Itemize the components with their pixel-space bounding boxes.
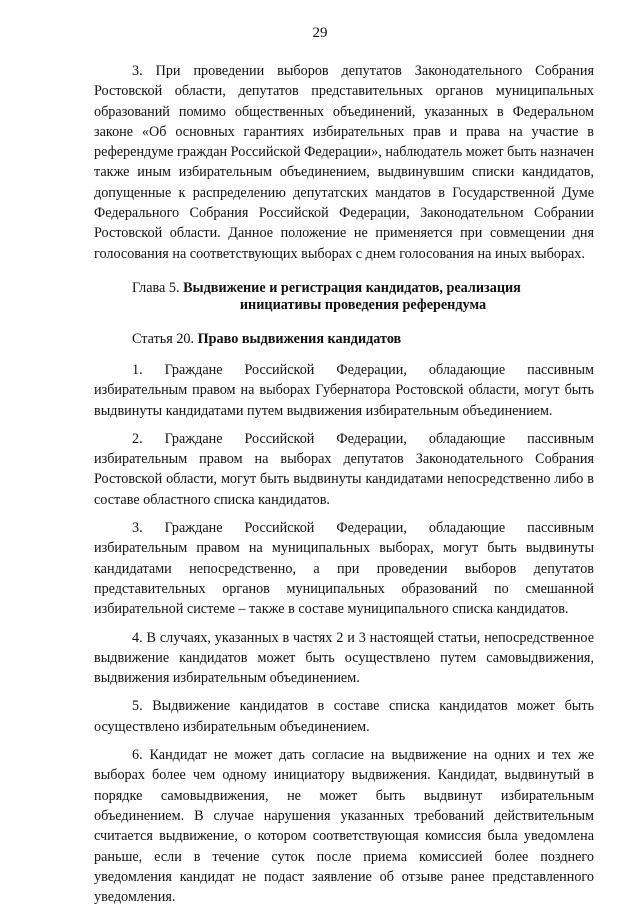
- paragraph-2: 2. Граждане Российской Федерации, обладающие пассивным избирательным правом на выборах депутатов Законодательного Собрания Ростовской области, могут быть выдвинуты кандидатами непосредственно либо в составе областного списка кандидатов.: [94, 430, 594, 508]
- paragraph-6: 6. Кандидат не может дать согласие на выдвижение на одних и тех же выборах более чем одному инициатору выдвижения. Кандидат, выдвинутый в порядке самовыдвижения, не может быть выдвинут избирательным объединением. В случае нарушения указанных требований действительным считается выдвижение, о котором соответствующая комиссия была уведомлена раньше, если в течение суток после приема комиссией более позднего уведомления кандидат не подаст заявление об отзыве ранее представленного уведомления.: [94, 747, 594, 906]
- paragraph-5: 5. Выдвижение кандидатов в составе списка кандидатов может быть осуществлено избирательным объединением.: [94, 698, 594, 735]
- paragraph-4: 4. В случаях, указанных в частях 2 и 3 настоящей статьи, непосредственное выдвижение кандидатов может быть осуществлено путем самовыдвижения, выдвижения избирательным объединением.: [94, 629, 594, 687]
- paragraph-1: 1. Граждане Российской Федерации, обладающие пассивным избирательным правом на выборах Губернатора Ростовской области, могут быть выдвинуты кандидатами путем выдвижения избирательным объединением.: [94, 361, 594, 419]
- chapter-heading: [94, 280, 594, 314]
- chapter-title-line1: Выдвижение и регистрация кандидатов, реализация: [183, 279, 521, 296]
- article-heading: [94, 330, 594, 348]
- chapter-title-line2: инициативы проведения референдума: [239, 296, 487, 313]
- document-body: [94, 61, 594, 907]
- article-title: Право выдвижения кандидатов: [197, 330, 402, 347]
- article-label: Статья 20.: [132, 330, 195, 347]
- chapter-label: Глава 5.: [132, 279, 180, 296]
- paragraph-prev-3: 3. При проведении выборов депутатов Законодательного Собрания Ростовской области, депутатов представительных органов муниципальных образований помимо общественных объединений, указанных в Федеральном законе «Об основных гарантиях избирательных прав и права на участие в референдуме граждан Российской Федерации», наблюдатель может быть назначен также иным избирательным объединением, выдвинувшим списки кандидатов, допущенные к распределению депутатских мандатов в Государственной Думе Федерального Собрания Российской Федерации, Законодательном Собрании Ростовской области. Данное положение не применяется при совмещении дня голосования на соответствующих выборах с днем голосования на иных выборах.: [94, 63, 594, 262]
- page-number: 29: [312, 25, 328, 41]
- paragraph-3: 3. Граждане Российской Федерации, обладающие пассивным избирательным правом на муниципальных выборах, могут быть выдвинуты кандидатами непосредственно, а при проведении выборов депутатов представительных органов муниципальных образований по смешанной избирательной системе – также в составе муниципального списка кандидатов.: [94, 520, 594, 618]
